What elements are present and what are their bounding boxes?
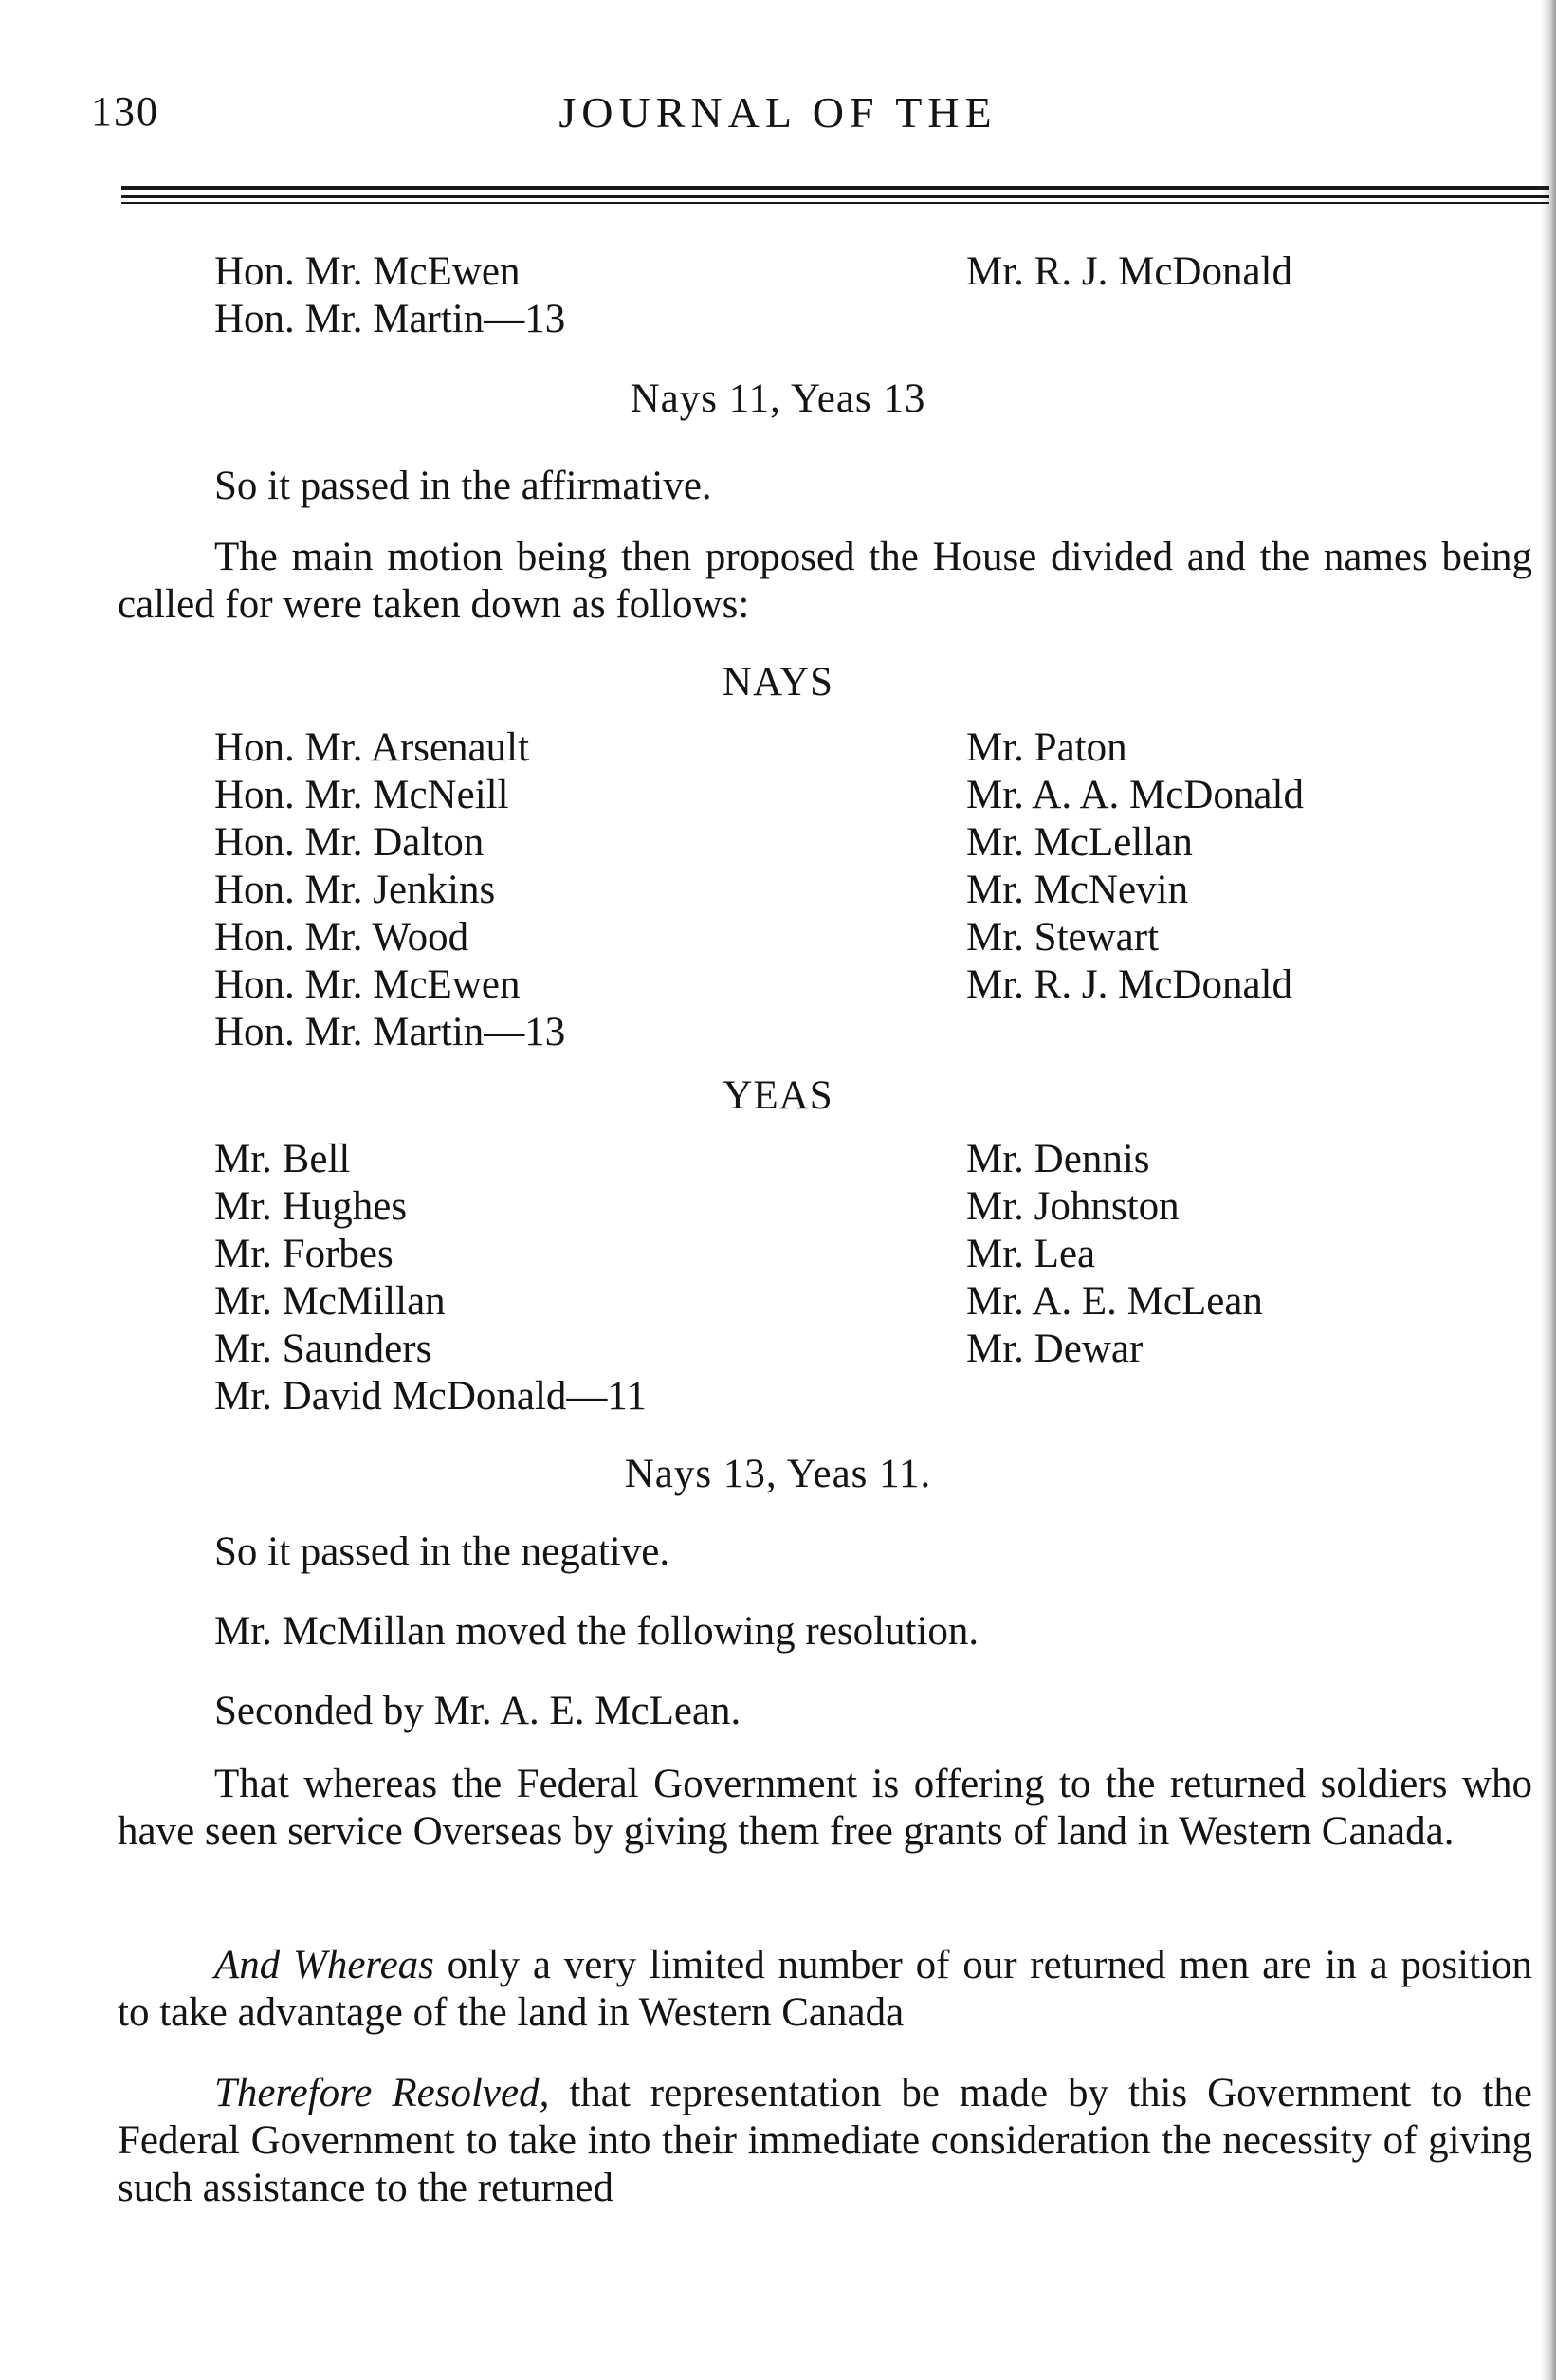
running-head (0, 87, 1556, 144)
top-division-left-column (214, 248, 565, 343)
member-name: Hon. Mr. McEwen (214, 962, 521, 1007)
member-name: Mr. Hughes (214, 1184, 408, 1229)
member-name: Hon. Mr. McEwen (214, 249, 521, 294)
therefore-resolved-lead: Therefore Resolved, (214, 2071, 550, 2115)
and-whereas-lead: And Whereas (214, 1943, 434, 1987)
yeas-left-column (214, 1136, 647, 1420)
main-motion-paragraph: The main motion being then proposed the House divided and the names being called for were taken down as follows: (118, 535, 1532, 627)
top-division-right-column (966, 248, 1292, 296)
yeas-right-column (966, 1136, 1263, 1373)
nays-heading: NAYS (722, 660, 834, 705)
and-whereas-text: only a very limited number of our returned men are in a position to take advantage of the land in Western Canada (118, 1943, 1532, 2035)
nays-right-column (966, 724, 1304, 1009)
yeas-heading: YEAS (723, 1073, 833, 1118)
member-name: Mr. Forbes (214, 1232, 394, 1276)
member-name: Mr. McNevin (966, 868, 1189, 912)
nays-left-column (214, 724, 565, 1056)
member-name: Hon. Mr. Martin—13 (214, 1010, 566, 1054)
member-name: Mr. Dewar (966, 1327, 1144, 1371)
page-number: 130 (91, 88, 159, 135)
resolution-whereas-paragraph: That whereas the Federal Government is offering to the returned soldiers who have seen service Overseas by giving them free grants of land in Western Canada. (118, 1762, 1532, 1854)
member-name: Hon. Mr. Arsenault (214, 725, 530, 770)
member-name: Hon. Mr. Dalton (214, 820, 485, 865)
member-name: Mr. Bell (214, 1137, 351, 1181)
resolution-moved: Mr. McMillan moved the following resolution. (214, 1609, 979, 1654)
member-name: Hon. Mr. McNeill (214, 773, 509, 817)
header-rule-top (121, 186, 1549, 190)
member-name: Mr. Johnston (966, 1184, 1180, 1229)
resolution-seconded: Seconded by Mr. A. E. McLean. (214, 1689, 741, 1733)
member-name: Mr. McLellan (966, 820, 1193, 865)
member-name: Mr. Stewart (966, 915, 1160, 960)
journal-title: JOURNAL OF THE (558, 88, 998, 137)
member-name: Mr. Saunders (214, 1327, 432, 1371)
member-name: Mr. Lea (966, 1232, 1096, 1276)
member-name: Mr. A. E. McLean (966, 1279, 1263, 1324)
resolution-and-whereas-paragraph (118, 1942, 1532, 2037)
member-name: Mr. R. J. McDonald (966, 249, 1292, 294)
therefore-resolved-text: that representation be made by this Government to the Federal Government to take into their immediate consideration the necessity of giving such assistance to the returned (118, 2071, 1532, 2210)
member-name: Hon. Mr. Jenkins (214, 868, 496, 912)
top-division-tally: Nays 11, Yeas 13 (630, 376, 926, 421)
member-name: Hon. Mr. Martin—13 (214, 297, 566, 341)
member-name: Hon. Mr. Wood (214, 915, 469, 960)
member-name: Mr. R. J. McDonald (966, 962, 1292, 1007)
member-name: Mr. McMillan (214, 1279, 446, 1324)
top-division-result: So it passed in the affirmative. (214, 464, 712, 508)
member-name: Mr. David McDonald—11 (214, 1374, 647, 1419)
member-name: Mr. A. A. McDonald (966, 773, 1304, 817)
page-edge-shadow (1541, 0, 1556, 2380)
header-rule-middle (121, 195, 1549, 198)
final-result: So it passed in the negative. (214, 1529, 670, 1574)
final-tally: Nays 13, Yeas 11. (624, 1452, 932, 1496)
resolution-therefore-paragraph (118, 2070, 1532, 2212)
member-name: Mr. Paton (966, 725, 1127, 770)
header-rule-bottom (121, 202, 1549, 204)
member-name: Mr. Dennis (966, 1137, 1150, 1181)
